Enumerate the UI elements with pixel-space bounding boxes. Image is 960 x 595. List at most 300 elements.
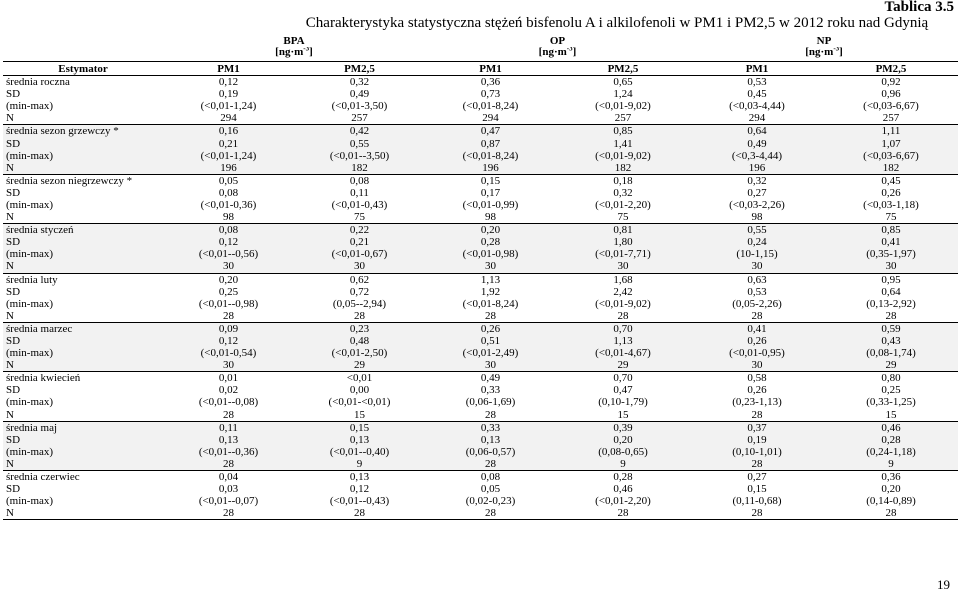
table-cell: 0,53 xyxy=(747,285,767,298)
page-number: 19 xyxy=(937,577,950,592)
table-cell: 98 xyxy=(751,211,763,224)
table-cell: 30 xyxy=(223,359,234,372)
table-row xyxy=(3,260,958,273)
table-cell: 98 xyxy=(223,211,234,224)
col-header: PM1 xyxy=(690,62,824,76)
table-cell: (0,35-1,97) xyxy=(866,248,916,261)
table-row xyxy=(3,88,958,100)
row-label: SD xyxy=(6,433,21,446)
table-cell: 0,26 xyxy=(881,186,901,199)
table-cell: 0,13 xyxy=(480,433,501,446)
table-row xyxy=(3,421,958,434)
table-cell: 0,49 xyxy=(425,372,556,385)
table-cell: 0,12 xyxy=(163,76,294,89)
row-label: (min-max) xyxy=(6,198,54,211)
row-label: średnia marzec xyxy=(3,322,163,335)
table-cell: 28 xyxy=(824,507,958,520)
table-cell: (0,10-1,01) xyxy=(732,445,782,458)
table-cell: 30 xyxy=(751,260,763,273)
table-cell: (<0,01--0,08) xyxy=(198,396,259,409)
table-cell: 0,47 xyxy=(425,125,556,138)
table-cell: 0,01 xyxy=(163,372,294,385)
table-row xyxy=(3,347,958,359)
table-cell: 28 xyxy=(354,309,365,322)
table-row xyxy=(3,273,958,286)
table-cell: 28 xyxy=(223,408,234,421)
table-cell: 0,12 xyxy=(218,236,239,249)
table-row xyxy=(3,174,958,187)
table-cell: 0,28 xyxy=(556,471,690,484)
table-cell: (<0,01-2,20) xyxy=(595,198,651,211)
table-cell: 0,08 xyxy=(163,224,294,237)
table-cell: 75 xyxy=(885,211,897,224)
table-cell: 0,92 xyxy=(824,76,958,89)
row-label: SD xyxy=(6,236,21,249)
row-label: N xyxy=(3,507,163,520)
table-cell: 0,15 xyxy=(425,174,556,187)
table-cell: 28 xyxy=(556,507,690,520)
table-number: Tablica 3.5 xyxy=(884,0,954,15)
row-label: średnia kwiecień xyxy=(3,372,163,385)
table-cell: 0,62 xyxy=(294,273,425,286)
table-cell: 0,48 xyxy=(349,335,370,348)
table-cell: 28 xyxy=(223,457,234,470)
table-cell: 0,11 xyxy=(350,186,369,199)
row-label: N xyxy=(6,408,14,421)
table-cell: 0,09 xyxy=(163,322,294,335)
table-cell: 0,70 xyxy=(556,322,690,335)
table-cell: 28 xyxy=(223,309,234,322)
table-cell: 1,07 xyxy=(881,137,901,150)
table-cell: 75 xyxy=(617,211,629,224)
row-label: N xyxy=(6,112,14,125)
table-cell: 29 xyxy=(617,359,629,372)
table-cell: 30 xyxy=(354,260,365,273)
table-cell: (0,05-2,26) xyxy=(732,297,782,310)
table-cell: (<0,03-6,67) xyxy=(863,149,919,162)
compound-op-unit: $[ng\cdot m^{-3}]$ xyxy=(538,47,577,58)
estimator-header: Estymator xyxy=(3,62,163,76)
table-cell: (<0,3-4,44) xyxy=(731,149,783,162)
table-cell: (<0,01--0,36) xyxy=(198,445,259,458)
table-cell: 0,08 xyxy=(218,186,239,199)
table-cell: 1,68 xyxy=(556,273,690,286)
table-cell: 0,08 xyxy=(425,471,556,484)
table-cell: 0,80 xyxy=(824,372,958,385)
compound-header-row xyxy=(3,33,958,47)
table-cell: 1,92 xyxy=(480,285,501,298)
table-cell: 0,45 xyxy=(824,174,958,187)
table-cell: 0,04 xyxy=(163,471,294,484)
table-cell: 182 xyxy=(351,161,368,174)
table-cell: (0,23-1,13) xyxy=(732,396,782,409)
table-cell: 0,51 xyxy=(480,335,501,348)
table-cell: 0,13 xyxy=(218,433,239,446)
caption-text: Charakterystyka statystyczna stężeń bisfenolu A i alkilofenoli w PM1 i PM2,5 w 2012 roku nad Gdynią xyxy=(305,15,929,31)
table-cell: 0,20 xyxy=(881,483,901,496)
row-label: średnia czerwiec xyxy=(3,471,163,484)
row-label: N xyxy=(6,211,14,224)
table-cell: 28 xyxy=(751,457,763,470)
table-row xyxy=(3,359,958,372)
table-cell: 0,96 xyxy=(881,88,901,101)
table-cell: (<0,01-0,67) xyxy=(331,248,388,261)
table-cell: 0,19 xyxy=(747,433,767,446)
col-header: PM1 xyxy=(163,62,294,76)
row-label: (min-max) xyxy=(6,445,54,458)
row-label: SD xyxy=(6,88,21,101)
table-cell: 28 xyxy=(617,309,629,322)
table-cell: 0,53 xyxy=(690,76,824,89)
compound-op-name: OP xyxy=(549,35,566,47)
row-label: (min-max) xyxy=(6,149,54,162)
table-cell: 0,43 xyxy=(881,335,901,348)
row-label: średnia luty xyxy=(3,273,163,286)
table-cell: 0,85 xyxy=(824,224,958,237)
table-cell: (0,05--2,94) xyxy=(332,297,387,310)
table-cell: 196 xyxy=(748,161,766,174)
table-cell: 0,18 xyxy=(556,174,690,187)
table-cell: 98 xyxy=(485,211,496,224)
row-label: (min-max) xyxy=(6,248,54,261)
table-cell: 28 xyxy=(690,507,824,520)
table-cell: (0,13-2,92) xyxy=(866,297,916,310)
table-cell: (<0,01-2,50) xyxy=(331,347,388,360)
table-cell: 28 xyxy=(751,408,763,421)
table-cell: (<0,01-1,24) xyxy=(200,149,257,162)
table-cell: 0,11 xyxy=(163,421,294,434)
table-cell: 257 xyxy=(882,112,900,125)
table-cell: 0,03 xyxy=(218,483,239,496)
table-row xyxy=(3,112,958,125)
row-label: N xyxy=(6,260,14,273)
table-cell: (<0,01-0,36) xyxy=(200,198,257,211)
table-cell: 0,12 xyxy=(349,483,370,496)
table-cell: (0,14-0,89) xyxy=(866,495,916,508)
table-row xyxy=(3,76,958,89)
table-row xyxy=(3,335,958,347)
table-cell: 294 xyxy=(482,112,499,125)
table-cell: (<0,01-9,02) xyxy=(595,297,651,310)
table-cell: 0,58 xyxy=(690,372,824,385)
table-cell: (<0,03-2,26) xyxy=(729,198,785,211)
row-label: średnia sezon niegrzewczy * xyxy=(3,174,163,187)
table-cell: 0,08 xyxy=(294,174,425,187)
table-cell: 75 xyxy=(354,211,365,224)
table-cell: 294 xyxy=(220,112,237,125)
table-cell: 0,24 xyxy=(747,236,767,249)
table-cell: 0,27 xyxy=(747,186,767,199)
table-body xyxy=(3,76,958,520)
table-cell: (<0,01-0,43) xyxy=(331,198,388,211)
row-label: N xyxy=(6,161,14,174)
table-cell: 9 xyxy=(620,457,626,470)
table-cell: 182 xyxy=(882,161,900,174)
table-cell: 0,12 xyxy=(218,335,239,348)
col-header: PM2,5 xyxy=(294,62,425,76)
table-row xyxy=(3,162,958,175)
table-cell: 0,05 xyxy=(163,174,294,187)
row-label: (min-max) xyxy=(6,396,54,409)
table-cell: 0,33 xyxy=(480,384,501,397)
table-cell: 0,81 xyxy=(556,224,690,237)
row-label: średnia styczeń xyxy=(3,224,163,237)
table-row xyxy=(3,137,958,149)
table-cell: 0,20 xyxy=(163,273,294,286)
table-cell: (0,33-1,25) xyxy=(866,396,916,409)
table-cell: 1,80 xyxy=(613,236,633,249)
table-cell: 0,46 xyxy=(824,421,958,434)
table-cell: (<0,01--0,56) xyxy=(198,248,259,261)
table-cell: 0,64 xyxy=(690,125,824,138)
table-cell: 0,16 xyxy=(163,125,294,138)
table-cell: 0,21 xyxy=(349,236,370,249)
table-cell: 0,20 xyxy=(613,433,633,446)
row-label: SD xyxy=(6,335,21,348)
table-cell: 0,73 xyxy=(480,88,501,101)
table-row xyxy=(3,199,958,211)
table-cell: 15 xyxy=(885,408,897,421)
table-cell: (<0,01-8,24) xyxy=(462,297,519,310)
table-cell: (<0,01-2,49) xyxy=(462,347,519,360)
table-cell: 0,26 xyxy=(425,322,556,335)
row-label: N xyxy=(6,457,14,470)
table-row xyxy=(3,495,958,507)
table-cell: 0,41 xyxy=(881,236,901,249)
table-cell: 28 xyxy=(425,507,556,520)
table-cell: 0,59 xyxy=(824,322,958,335)
table-cell: 28 xyxy=(163,507,294,520)
table-cell: 1,11 xyxy=(824,125,958,138)
table-row xyxy=(3,471,958,484)
table-row xyxy=(3,384,958,396)
row-label: N xyxy=(6,359,14,372)
table-cell: 0,15 xyxy=(294,421,425,434)
table-cell: (<0,01-0,99) xyxy=(462,198,519,211)
table-cell: 28 xyxy=(294,507,425,520)
row-label: średnia roczna xyxy=(3,76,163,89)
compound-bpa-unit: $[ng\cdot m^{-3}]$ xyxy=(275,47,313,58)
table-cell: (<0,01-8,24) xyxy=(462,100,519,113)
table-cell: 0,32 xyxy=(613,186,633,199)
table-cell: 9 xyxy=(888,457,894,470)
table-cell: 30 xyxy=(485,260,496,273)
table-cell: (0,08-1,74) xyxy=(866,347,916,360)
table-cell: (0,06-0,57) xyxy=(465,445,516,458)
table-cell: 29 xyxy=(354,359,365,372)
table-cell: (<0,01-4,67) xyxy=(595,347,651,360)
table-row xyxy=(3,224,958,237)
row-label: średnia sezon grzewczy * xyxy=(3,125,163,138)
table-cell: 0,23 xyxy=(294,322,425,335)
table-cell: (<0,01--0,98) xyxy=(198,297,259,310)
table-row xyxy=(3,507,958,520)
table-cell: 0,64 xyxy=(881,285,901,298)
table-cell: 1,13 xyxy=(613,335,633,348)
row-label: SD xyxy=(6,483,21,496)
table-row xyxy=(3,396,958,408)
row-label: średnia maj xyxy=(3,421,163,434)
table-cell: (<0,01-0,98) xyxy=(462,248,519,261)
table-cell: (<0,01--3,50) xyxy=(329,149,390,162)
table-cell: (0,11-0,68) xyxy=(732,495,782,508)
table-cell: 28 xyxy=(485,408,496,421)
table-cell: 1,13 xyxy=(425,273,556,286)
table-row xyxy=(3,372,958,385)
table-cell: 0,25 xyxy=(218,285,239,298)
table-cell: 0,21 xyxy=(218,137,239,150)
table-cell: 29 xyxy=(885,359,897,372)
row-label: SD xyxy=(6,384,21,397)
table-cell: (0,24-1,18) xyxy=(866,445,916,458)
statistics-table xyxy=(3,33,958,520)
table-cell: (<0,01-1,24) xyxy=(200,100,257,113)
row-label: (min-max) xyxy=(6,347,54,360)
table-cell: 0,85 xyxy=(556,125,690,138)
row-label: N xyxy=(6,309,14,322)
table-cell: 30 xyxy=(485,359,496,372)
table-cell: 0,32 xyxy=(294,76,425,89)
table-cell: 0,65 xyxy=(556,76,690,89)
table-cell: 15 xyxy=(354,408,365,421)
table-cell: (<0,03-1,18) xyxy=(863,198,919,211)
table-cell: (<0,01-<0,01) xyxy=(328,396,391,409)
table-cell: (10-1,15) xyxy=(736,248,778,261)
table-cell: 9 xyxy=(356,457,363,470)
table-cell: 28 xyxy=(485,457,496,470)
table-cell: 294 xyxy=(748,112,766,125)
compound-np-unit: $[ng\cdot m^{-3}]$ xyxy=(805,47,843,58)
table-cell: 2,42 xyxy=(613,285,633,298)
table-cell: 0,36 xyxy=(425,76,556,89)
table-cell: (<0,01-3,50) xyxy=(331,100,388,113)
column-header-row xyxy=(3,62,958,76)
table-cell: 0,26 xyxy=(747,335,767,348)
table-row xyxy=(3,150,958,162)
table-cell: 0,95 xyxy=(824,273,958,286)
col-header: PM1 xyxy=(425,62,556,76)
table-cell: 30 xyxy=(751,359,763,372)
table-cell: (<0,01--0,40) xyxy=(329,445,390,458)
table-cell: 0,47 xyxy=(613,384,633,397)
table-cell: 1,41 xyxy=(613,137,633,150)
table-cell: 196 xyxy=(482,161,499,174)
table-cell: 0,15 xyxy=(747,483,767,496)
table-row xyxy=(3,187,958,199)
col-header: PM2,5 xyxy=(556,62,690,76)
table-cell: 0,32 xyxy=(690,174,824,187)
col-header: PM2,5 xyxy=(824,62,958,76)
table-row xyxy=(3,211,958,224)
table-cell: (0,10-1,79) xyxy=(598,396,648,409)
table-cell: 0,13 xyxy=(349,433,370,446)
table-cell: (<0,01--0,43) xyxy=(329,495,390,508)
table-row xyxy=(3,248,958,260)
table-cell: 0,19 xyxy=(218,88,239,101)
table-cell: 257 xyxy=(351,112,368,125)
row-label: SD xyxy=(6,186,21,199)
row-label: (min-max) xyxy=(6,495,54,508)
table-row xyxy=(3,236,958,248)
table-cell: (<0,03-4,44) xyxy=(729,100,785,113)
row-label: SD xyxy=(6,285,21,298)
table-cell: 28 xyxy=(751,309,763,322)
table-row xyxy=(3,100,958,112)
table-cell: (<0,01-2,20) xyxy=(595,495,651,508)
table-row xyxy=(3,322,958,335)
row-label: (min-max) xyxy=(6,100,54,113)
table-cell: 15 xyxy=(617,408,629,421)
table-cell: 0,20 xyxy=(425,224,556,237)
table-cell: 0,41 xyxy=(690,322,824,335)
table-cell: 0,00 xyxy=(349,384,370,397)
table-cell: 0,45 xyxy=(747,88,767,101)
table-cell: 28 xyxy=(885,309,897,322)
table-cell: 0,22 xyxy=(294,224,425,237)
table-cell: <0,01 xyxy=(294,372,425,385)
table-cell: 0,46 xyxy=(613,483,633,496)
table-cell: 30 xyxy=(223,260,234,273)
table-cell: (<0,01-0,95) xyxy=(729,347,785,360)
table-row xyxy=(3,458,958,471)
table-row xyxy=(3,125,958,138)
table-cell: 30 xyxy=(885,260,897,273)
table-cell: 182 xyxy=(614,161,632,174)
table-row xyxy=(3,434,958,446)
table-cell: 0,63 xyxy=(690,273,824,286)
table-cell: 0,37 xyxy=(690,421,824,434)
table-cell: 28 xyxy=(485,309,496,322)
unit-header-row xyxy=(3,47,958,62)
table-cell: 257 xyxy=(614,112,632,125)
row-label: (min-max) xyxy=(6,297,54,310)
table-cell: 0,26 xyxy=(747,384,767,397)
table-row xyxy=(3,298,958,310)
table-cell: 0,36 xyxy=(824,471,958,484)
table-cell: 0,17 xyxy=(480,186,501,199)
table-cell: (<0,01--0,07) xyxy=(198,495,259,508)
table-cell: 0,28 xyxy=(881,433,901,446)
table-row xyxy=(3,409,958,422)
table-cell: 0,87 xyxy=(480,137,501,150)
table-cell: 0,02 xyxy=(218,384,239,397)
table-cell: 0,49 xyxy=(747,137,767,150)
table-cell: (0,02-0,23) xyxy=(465,495,516,508)
table-cell: 0,72 xyxy=(349,285,370,298)
table-cell: 0,55 xyxy=(690,224,824,237)
table-cell: (0,06-1,69) xyxy=(465,396,516,409)
table-cell: (<0,01-0,54) xyxy=(200,347,257,360)
compound-bpa-name: BPA xyxy=(283,35,305,47)
table-cell: 0,55 xyxy=(349,137,370,150)
table-cell: 30 xyxy=(617,260,629,273)
table-cell: (<0,01-9,02) xyxy=(595,100,651,113)
table-cell: (<0,01-9,02) xyxy=(595,149,651,162)
table-cell: 0,33 xyxy=(425,421,556,434)
table-cell: 0,49 xyxy=(349,88,370,101)
table-cell: 0,39 xyxy=(556,421,690,434)
table-row xyxy=(3,483,958,495)
table-caption xyxy=(0,14,960,32)
table-cell: 1,24 xyxy=(613,88,633,101)
row-label: SD xyxy=(6,137,21,150)
table-row xyxy=(3,286,958,298)
table-cell: (<0,01-8,24) xyxy=(462,149,519,162)
table-cell: (<0,01-7,71) xyxy=(595,248,651,261)
table-row xyxy=(3,446,958,458)
table-cell: (<0,03-6,67) xyxy=(863,100,919,113)
table-row xyxy=(3,310,958,323)
